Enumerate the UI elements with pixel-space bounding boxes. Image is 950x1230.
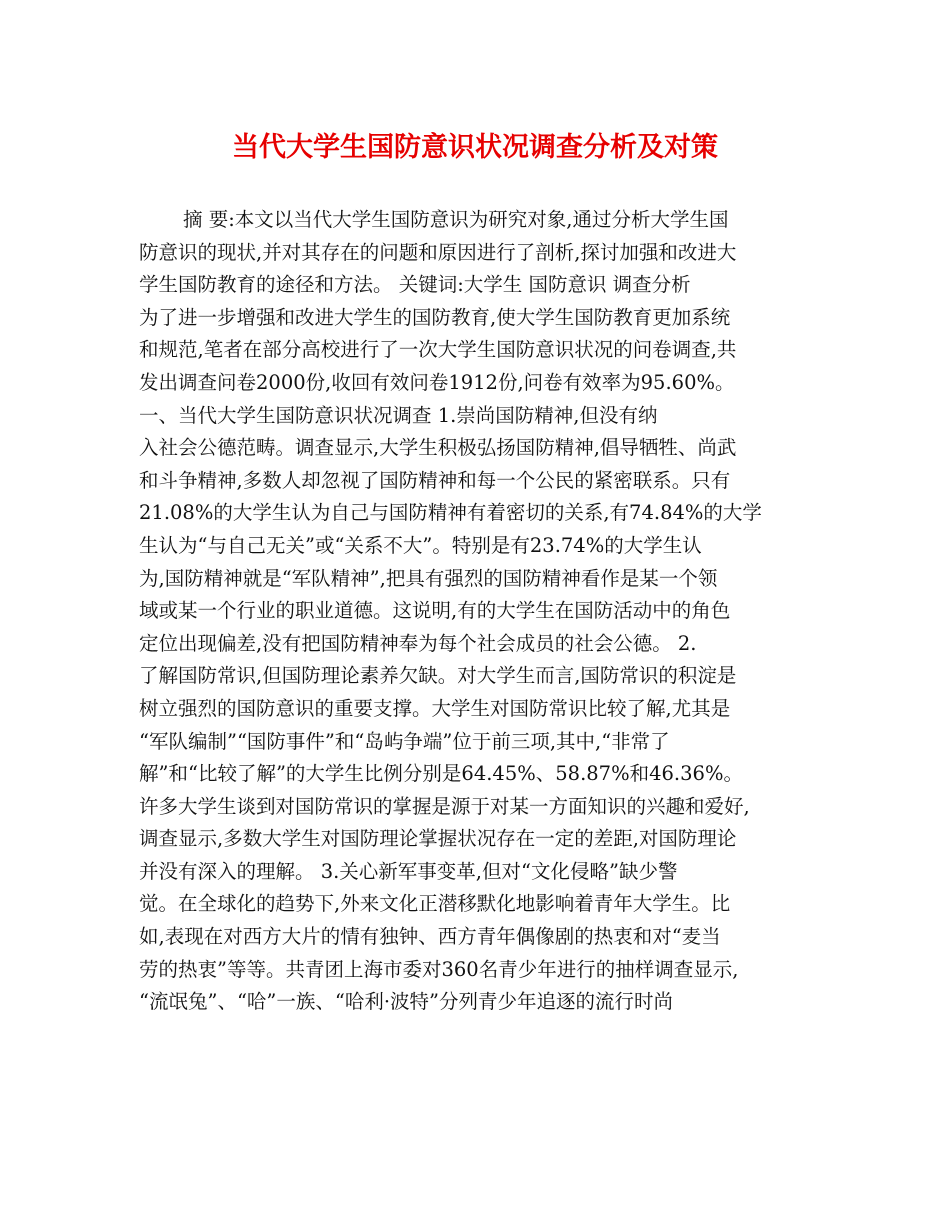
body-line: 生认为“与自己无关”或“关系不大”。特别是有23.74%的大学生认 — [139, 533, 702, 557]
body-line: 为了进一步增强和改进大学生的国防教育,使大学生国防教育更加系统 — [139, 305, 731, 329]
body-line: 学生国防教育的途径和方法。 关键词:大学生 国防意识 调查分析 — [139, 273, 691, 297]
body-line: “流氓兔”、“哈”一族、“哈利·波特”分列青少年追逐的流行时尚 — [139, 990, 674, 1014]
body-line: 发出调查问卷2000份,收回有效问卷1912份,问卷有效率为95.60%。 — [139, 370, 735, 394]
body-line: “军队编制”“国防事件”和“岛屿争端”位于前三项,其中,“非常了 — [139, 729, 670, 753]
body-line: 树立强烈的国防意识的重要支撑。大学生对国防常识比较了解,尤其是 — [139, 696, 731, 720]
body-line: 许多大学生谈到对国防常识的掌握是源于对某一方面知识的兴趣和爱好, — [139, 794, 750, 818]
body-line: 如,表现在对西方大片的情有独钟、西方青年偶像剧的热衷和对“麦当 — [139, 925, 721, 949]
body-line: 和斗争精神,多数人却忽视了国防精神和每一个公民的紧密联系。只有 — [139, 468, 731, 492]
body-line: 和规范,笔者在部分高校进行了一次大学生国防意识状况的问卷调查,共 — [139, 338, 737, 362]
body-line: 并没有深入的理解。 3.关心新军事变革,但对“文化侵略”缺少警 — [139, 859, 678, 883]
document-title: 当代大学生国防意识状况调查分析及对策 — [232, 132, 718, 163]
body-line: 为,国防精神就是“军队精神”,把具有强烈的国防精神看作是某一个领 — [139, 566, 718, 590]
body-line: 21.08%的大学生认为自己与国防精神有着密切的关系,有74.84%的大学 — [139, 501, 762, 525]
body-line: 劳的热衷”等等。共青团上海市委对360名青少年进行的抽样调查显示, — [139, 957, 739, 981]
document-body — [139, 204, 815, 1019]
body-line: 调查显示,多数大学生对国防理论掌握状况存在一定的差距,对国防理论 — [139, 827, 737, 851]
body-line: 域或某一个行业的职业道德。这说明,有的大学生在国防活动中的角色 — [139, 599, 731, 623]
body-line: 了解国防常识,但国防理论素养欠缺。对大学生而言,国防常识的积淀是 — [139, 664, 737, 688]
body-line: 入社会公德范畴。调查显示,大学生积极弘扬国防精神,倡导牺牲、尚武 — [139, 436, 737, 460]
body-line: 一、当代大学生国防意识状况调查 1.崇尚国防精神,但没有纳 — [139, 403, 658, 427]
body-line: 定位出现偏差,没有把国防精神奉为每个社会成员的社会公德。 2. — [139, 631, 697, 655]
body-line: 防意识的现状,并对其存在的问题和原因进行了剖析,探讨加强和改进大 — [139, 240, 737, 264]
body-line: 解”和“比较了解”的大学生比例分别是64.45%、58.87%和46.36%。 — [139, 762, 743, 786]
body-line: 摘 要:本文以当代大学生国防意识为研究对象,通过分析大学生国 — [183, 208, 729, 231]
body-line: 觉。在全球化的趋势下,外来文化正潜移默化地影响着青年大学生。比 — [139, 892, 731, 916]
